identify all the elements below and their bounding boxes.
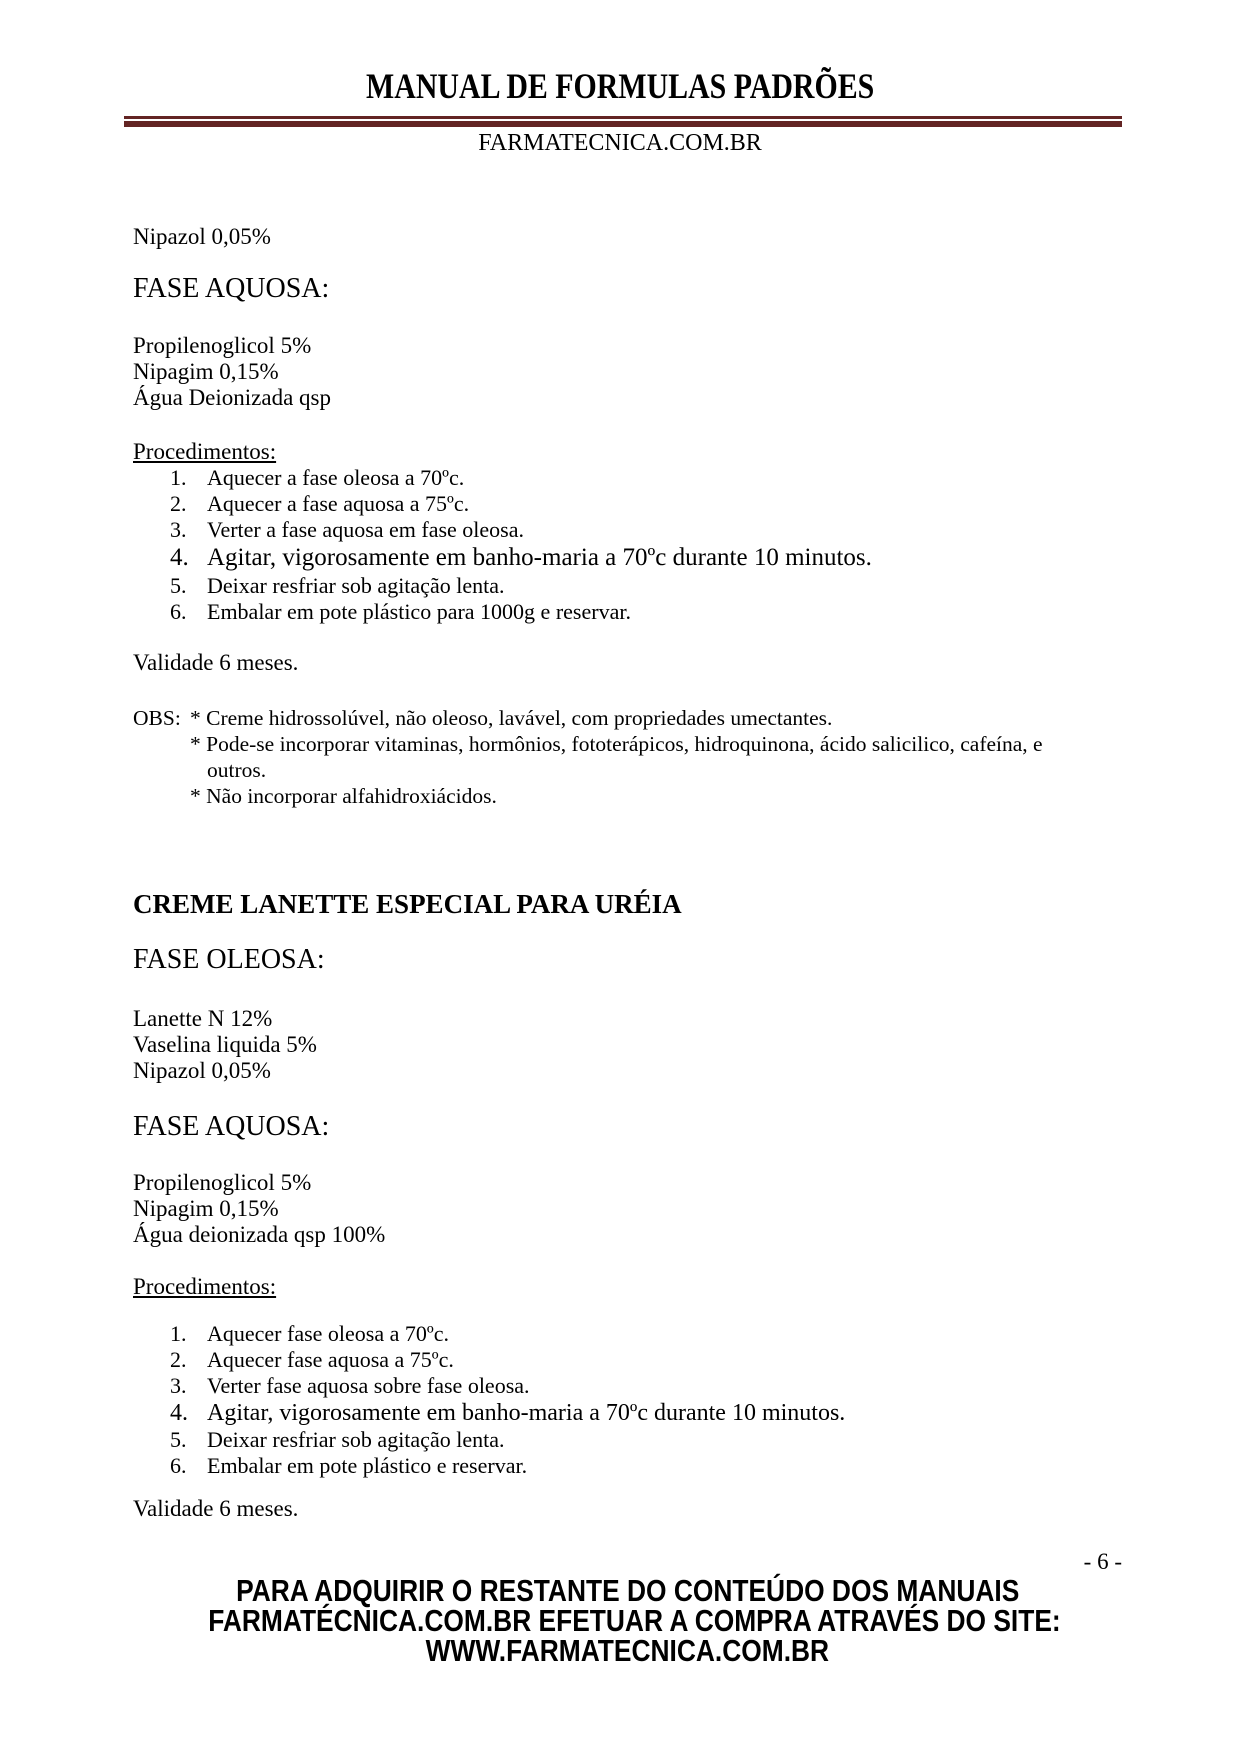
ingredient-line: Nipagim 0,15% — [133, 1196, 279, 1221]
website-header: FARMATECNICA.COM.BR — [478, 130, 762, 156]
procedure-step — [170, 543, 1122, 573]
procedure-step — [170, 517, 1122, 543]
footer-line — [133, 1603, 1122, 1638]
page-number: - 6 - — [1083, 1549, 1122, 1574]
validity-note: Validade 6 meses. — [133, 650, 299, 675]
step-number: 4. — [170, 1400, 188, 1426]
step-text: Agitar, vigorosamente em banho-maria a 70ºc durante 10 minutos. — [207, 544, 872, 571]
ingredient-line: Vaselina liquida 5% — [133, 1032, 317, 1057]
step-text: Aquecer fase oleosa a 70ºc. — [207, 1321, 449, 1346]
ingredient-line: Propilenoglicol 5% — [133, 1170, 312, 1195]
procedure-step — [170, 465, 1122, 491]
ingredient-list — [133, 1170, 1122, 1248]
procedures-heading: Procedimentos: — [133, 439, 277, 464]
fase-oleosa-heading: FASE OLEOSA: — [133, 944, 325, 975]
step-number: 1. — [170, 1321, 187, 1346]
procedures-list — [170, 465, 1122, 625]
step-text: Aquecer a fase oleosa a 70ºc. — [207, 465, 465, 490]
obs-note: * Creme hidrossolúvel, não oleoso, lavável, com propriedades umectantes. — [190, 706, 833, 730]
ingredient-line: Água Deionizada qsp — [133, 385, 331, 410]
ingredient-line: Água deionizada qsp 100% — [133, 1222, 386, 1247]
step-text: Embalar em pote plástico para 1000g e reservar. — [207, 599, 631, 624]
step-number: 1. — [170, 465, 187, 490]
obs-line: * Não incorporar alfahidroxiácidos. — [190, 784, 497, 808]
obs-line: * Pode-se incorporar vitaminas, hormônios, fototerápicos, hidroquinona, ácido salicilico, cafeína, e — [190, 732, 1043, 756]
procedures-list — [170, 1321, 1122, 1479]
procedure-step — [170, 1373, 1122, 1399]
ingredient-line: Nipazol 0,05% — [133, 224, 271, 249]
ingredient-list — [133, 1006, 1122, 1084]
step-number: 2. — [170, 491, 187, 516]
procedures-heading-wrap — [133, 1274, 1122, 1300]
procedure-step — [170, 1347, 1122, 1373]
ingredient-line: Propilenoglicol 5% — [133, 333, 312, 358]
page-title-text: MANUAL DE FORMULAS PADRÕES — [365, 66, 875, 106]
ingredient-line: Nipazol 0,05% — [133, 1058, 271, 1083]
procedures-heading-wrap — [133, 439, 1122, 465]
step-number: 3. — [170, 1373, 187, 1398]
footer-line — [133, 1573, 1122, 1608]
ingredient-line: Nipagim 0,15% — [133, 359, 279, 384]
step-number: 3. — [170, 517, 187, 542]
step-text: Embalar em pote plástico e reservar. — [207, 1453, 528, 1478]
procedure-step — [170, 573, 1122, 599]
obs-line: outros. — [207, 758, 267, 782]
procedure-step — [170, 1399, 1122, 1427]
step-text: Deixar resfriar sob agitação lenta. — [207, 1427, 505, 1452]
footer-line-text: FARMATÉCNICA.COM.BR EFETUAR A COMPRA ATRAVÉS DO SITE: — [208, 1603, 1061, 1638]
step-text: Aquecer a fase aquosa a 75ºc. — [207, 491, 470, 516]
step-text: Aquecer fase aquosa a 75ºc. — [207, 1347, 454, 1372]
step-number: 4. — [170, 544, 189, 571]
procedure-step — [170, 599, 1122, 625]
header-divider — [124, 116, 1122, 127]
step-number: 6. — [170, 599, 187, 624]
step-number: 5. — [170, 1427, 187, 1452]
recipe-title: CREME LANETTE ESPECIAL PARA URÉIA — [133, 889, 682, 919]
footer-banner — [133, 1573, 1122, 1668]
obs-label: OBS: — [133, 706, 181, 730]
procedures-heading: Procedimentos: — [133, 1274, 277, 1299]
procedure-step — [170, 1321, 1122, 1347]
procedure-step — [170, 1427, 1122, 1453]
step-text: Verter a fase aquosa em fase oleosa. — [207, 517, 525, 542]
procedure-step — [170, 491, 1122, 517]
footer-line-text: WWW.FARMATECNICA.COM.BR — [425, 1633, 830, 1668]
observations-block — [133, 705, 1122, 809]
step-text: Deixar resfriar sob agitação lenta. — [207, 573, 505, 598]
step-text: Agitar, vigorosamente em banho-maria a 70ºc durante 10 minutos. — [207, 1400, 846, 1426]
ingredient-list — [133, 333, 1122, 411]
step-number: 6. — [170, 1453, 187, 1478]
ingredient-line: Lanette N 12% — [133, 1006, 273, 1031]
validity-note: Validade 6 meses. — [133, 1496, 299, 1521]
footer-line-text: PARA ADQUIRIR O RESTANTE DO CONTEÚDO DOS MANUAIS — [235, 1573, 1020, 1608]
step-text: Verter fase aquosa sobre fase oleosa. — [207, 1373, 530, 1398]
step-number: 2. — [170, 1347, 187, 1372]
fase-aquosa-heading: FASE AQUOSA: — [133, 273, 330, 304]
document-body — [133, 224, 1122, 1666]
footer-line — [133, 1633, 1122, 1668]
step-number: 5. — [170, 573, 187, 598]
page-title — [0, 0, 1240, 108]
divider-thick-rule — [124, 121, 1122, 127]
obs-line — [133, 705, 1122, 731]
fase-aquosa-heading: FASE AQUOSA: — [133, 1111, 330, 1142]
procedure-step — [170, 1453, 1122, 1479]
